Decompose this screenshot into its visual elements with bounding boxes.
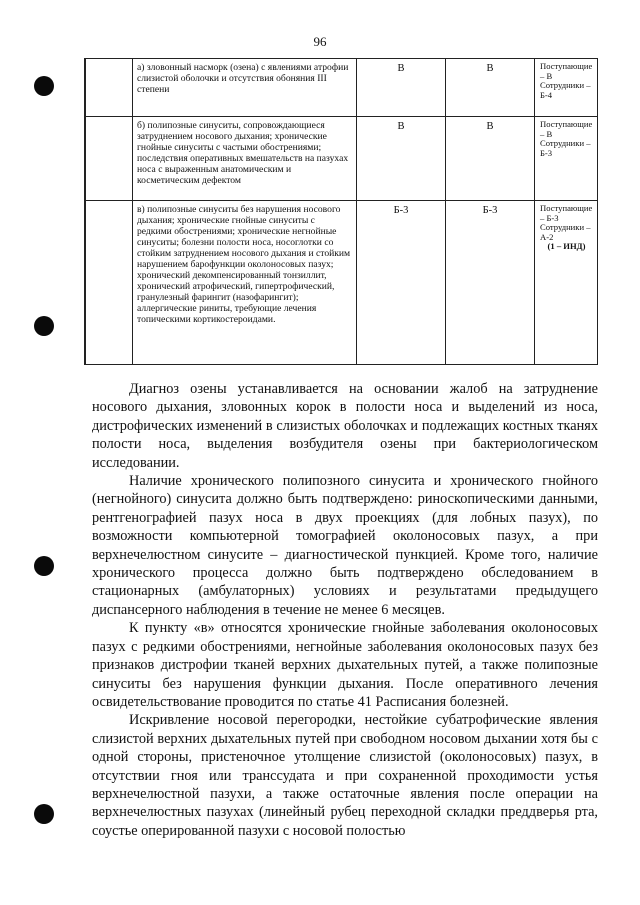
category-cell: В bbox=[357, 59, 446, 117]
status-note: (1 – ИНД) bbox=[547, 241, 586, 251]
condition-cell: б) полипозные синуситы, сопровождающиеся затруднением носового дыхания; хронические гнойные синуситы с частыми обострениями; последствия оперативных вмешательств на пазухах носа с выраженным анатомическим и косметическим дефектом bbox=[133, 117, 357, 201]
category-cell: Б-3 bbox=[446, 201, 535, 365]
paragraph: Диагноз озены устанавливается на основании жалоб на затруднение носового дыхания, зловонных корок в полости носа и выделений из носа, дистрофических изменений в слизистых оболочках и подлежащих костных тканях полости носа, выделения возбудителя озены при бактериологическом исследовании. bbox=[92, 381, 598, 471]
status-applicants: Поступающие – В bbox=[540, 61, 593, 81]
status-cell bbox=[535, 117, 598, 201]
table-row bbox=[85, 201, 598, 365]
table-row bbox=[85, 117, 598, 201]
category-cell: В bbox=[357, 117, 446, 201]
punch-hole bbox=[34, 804, 54, 824]
category-cell: Б-3 bbox=[357, 201, 446, 365]
status-employees: Сотрудники – Б-4 bbox=[540, 80, 591, 100]
paragraph: Искривление носовой перегородки, нестойкие субатрофические явления слизистой верхних дыхательных путей при свободном носовом дыхании хотя бы с одной стороны, пристеночное утолщение слизистой (околоносовых) пазух, в отсутствии гноя или транссудата и при сохраненной проходимости устья верхнечелюстной пазухи, а также остаточные явления после операции на верхнечелюстных пазухах (линейный рубец переходной складки преддверья рта, соустье оперированной пазухи с носовой полостью bbox=[92, 712, 598, 839]
punch-hole bbox=[34, 316, 54, 336]
article-cell bbox=[85, 201, 133, 365]
category-cell: В bbox=[446, 117, 535, 201]
disease-rules-table bbox=[84, 58, 598, 365]
paragraph: К пункту «в» относятся хронические гнойные заболевания околоносовых пазух с редкими обострениями, негнойные заболевания околоносовых пазух без признаков дистрофии тканей верхних дыхательных путей, а также полипозные синуситы без нарушения функции дыхания. После оперативного лечения освидетельствование проводится по статье 41 Расписания болезней. bbox=[92, 620, 598, 710]
category-cell: В bbox=[446, 59, 535, 117]
condition-cell: в) полипозные синуситы без нарушения носового дыхания; хронические гнойные синуситы с редкими обострениями; хронические негнойные синуситы; болезни полости носа, носоглотки со стойким затруднением носового дыхания и стойким нарушением барофункции околоносовых пазух; хронический декомпенсированный тонзиллит, хронический атрофический, гипертрофический, гранулезный фарингит (назофарингит); аллергические риниты, требующие лечения топическими кортикостероидами. bbox=[133, 201, 357, 365]
body-text bbox=[92, 380, 598, 840]
punch-hole bbox=[34, 556, 54, 576]
page-number: 96 bbox=[313, 34, 327, 49]
status-applicants: Поступающие – Б-3 bbox=[540, 203, 593, 223]
status-applicants: Поступающие – В bbox=[540, 119, 593, 139]
status-employees: Сотрудники – А-2 bbox=[540, 222, 591, 242]
article-cell bbox=[85, 117, 133, 201]
status-cell bbox=[535, 59, 598, 117]
article-cell bbox=[85, 59, 133, 117]
condition-cell: а) зловонный насморк (озена) с явлениями атрофии слизистой оболочки и отсутствия обоняния III степени bbox=[133, 59, 357, 117]
status-employees: Сотрудники – Б-3 bbox=[540, 138, 591, 158]
punch-hole bbox=[34, 76, 54, 96]
table-row bbox=[85, 59, 598, 117]
status-cell bbox=[535, 201, 598, 365]
paragraph: Наличие хронического полипозного синусита и хронического гнойного (негнойного) синусита должно быть подтверждено: риноскопическими данными, рентгенографией пазух носа в двух проекциях (для лобных пазух), по возможности компьютерной томографией околоносовых пазух, а при верхнечелюстном синусите – диагностической пункцией. Кроме того, наличие хронического процесса должно быть подтверждено обследованием в стационарных (амбулаторных) условиях и результатами предыдущего диспансерного наблюдения в течение не менее 6 месяцев. bbox=[92, 473, 598, 618]
